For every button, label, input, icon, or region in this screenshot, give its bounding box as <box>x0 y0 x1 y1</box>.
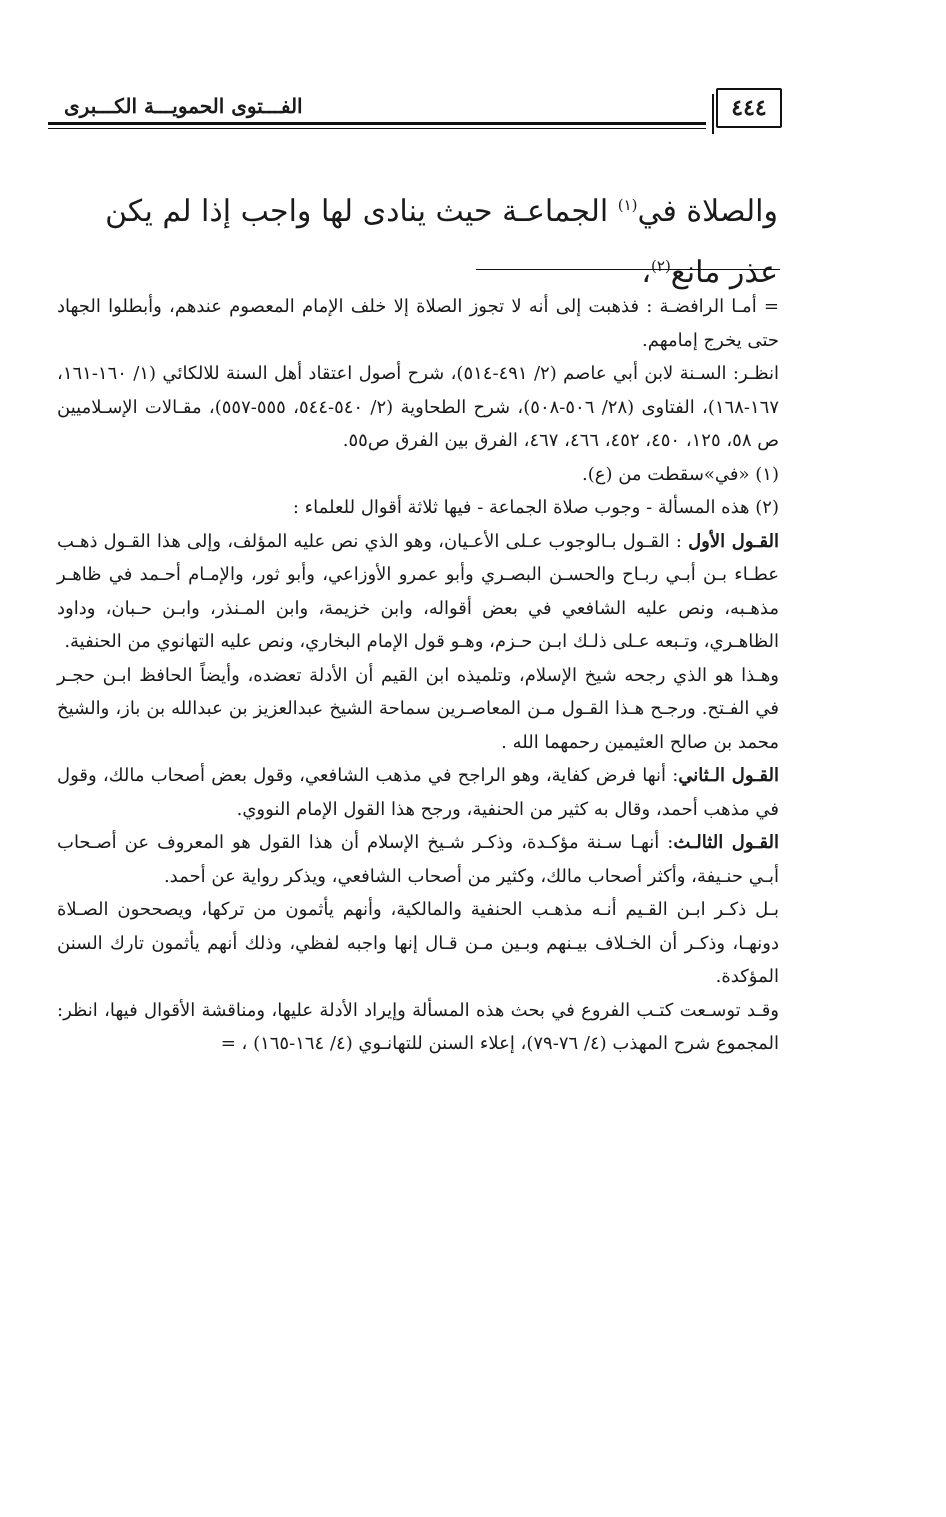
header-rule-thin <box>48 128 706 129</box>
opinion-label: القـول الثالـث <box>673 832 780 853</box>
footnote-paragraph: = أمـا الرافضـة : فذهبت إلى أنه لا تجوز الصلاة إلا خلف الإمام المعصوم عندهم، وأبطلوا الجهاد حتى يخرج إمامهم. <box>57 296 779 351</box>
footnote-paragraph: بـل ذكـر ابـن القـيم أنـه مذهـب الحنفية والمالكية، وأنهم يأثمون من تركها، ويصححون الصـلاة دونهـا، وذكـر أن الخـلاف بيـنهم وبـين مـن قـال إنها واجبه لفظي، وذلك أنهم يأثمون تارك السنن المؤكدة. <box>57 899 779 987</box>
footnote-paragraph <box>57 525 779 659</box>
page-header <box>48 88 782 144</box>
footnote-1: (١) «في»سقطت من (ع). <box>581 463 779 485</box>
main-text-part: والصلاة في <box>637 194 778 229</box>
main-text-part: ، <box>641 255 652 290</box>
footnote-paragraph <box>57 826 779 893</box>
footnote-separator <box>476 269 780 270</box>
opinion-text: : أنهـا سـنة مؤكـدة، وذكـر شـيخ الإسلام أن هذا القول هو المعروف عن أصـحاب أبـي حنـيفة، وأكثر أصحاب مالك، وكثير من أصحاب الشافعي، ويذكر رواية عن أحمد. <box>57 832 779 887</box>
main-text-part: الجماعـة حيث ينادى لها واجب إذا لم يكن عذر مانع <box>105 194 778 290</box>
main-text <box>100 178 778 300</box>
opinion-label: القـول الأول <box>688 530 779 552</box>
footnotes <box>57 290 779 1061</box>
running-title: الفـــتوى الحمويـــة الكـــبرى <box>64 94 303 118</box>
footnote-paragraph: وهـذا هو الذي رجحه شيخ الإسلام، وتلميذه ابن القيم أن الأدلة تعضده، وأيضاً الحافظ ابـن حجـر في الفـتح. ورجـح هـذا القـول مـن المعاصـرين سماحة الشيخ عبدالعزيز بن عبدالله بن باز، والشيخ محمد بن صالح العثيمين رحمهما الله . <box>57 664 779 753</box>
opinion-text: : أنها فرض كفاية، وهو الراجح في مذهب الشافعي، وقول بعض أصحاب مالك، وقول في مذهب أحمد، وقال به كثير من الحنفية، ورجح هذا القول الإمام النووي. <box>57 765 779 820</box>
footnote-2-intro: (٢) هذه المسألة - وجوب صلاة الجماعة - فيها ثلاثة أقوال للعلماء : <box>292 497 779 518</box>
page-number: ٤٤٤ <box>716 88 782 128</box>
footnote-paragraph <box>57 759 779 826</box>
footnote-references: انظـر: السـنة لابن أبي عاصم (٢/ ٤٩١-٥١٤)، شرح أصول اعتقاد أهل السنة للالكائي (١/ ١٦٠-١٦١، ١٦٧-١٦٨)، الفتاوى (٢٨/ ٥٠٦-٥٠٨)، شرح الطحاوية (٢/ ٥٤٠-٥٤٤، ٥٥٥-٥٥٧)، مقـالات الإسـلاميين ص ٥٨، ١٢٥، ٤٥٠، ٤٥٢، ٤٦٦، ٤٦٧، الفرق بين الفرق ص٥٥. <box>57 363 780 451</box>
footnote-marker-2: (٢) <box>651 257 671 275</box>
opinion-text: : القـول بـالوجوب عـلى الأعـيان، وهو الذي نص عليه المؤلف، وإلى هذا القـول ذهـب عطـاء بـن أبـي ربـاح والحسـن البصـري وأبو عمرو الأوزاعي، وأبو ثور، والإمـام أحـمد في ظاهـر مذهـبه، ونص عليه الشافعي في بعض أقواله، وابن خزيمة، وابن المـنذر، وابـن حـبان، وداود الظاهـري، وتـبعه عـلى ذلـك ابـن حـزم، وهـو قول الإمام البخاري، ونص عليه التهانوي من الحنفية. <box>57 530 779 652</box>
footnote-marker-1: (١) <box>617 196 638 214</box>
header-rule-thick <box>48 122 706 125</box>
footnote-paragraph: وقـد توسـعت كتـب الفروع في بحث هذه المسألة وإيراد الأدلة عليها، ومناقشة الأقوال فيها، انظر: المجموع شرح المهذب (٤/ ٧٦-٧٩)، إعلاء السنن للتهانـوي (٤/ ١٦٤-١٦٥) ، = <box>57 999 779 1054</box>
opinion-label: القـول الـثاني <box>678 765 779 786</box>
